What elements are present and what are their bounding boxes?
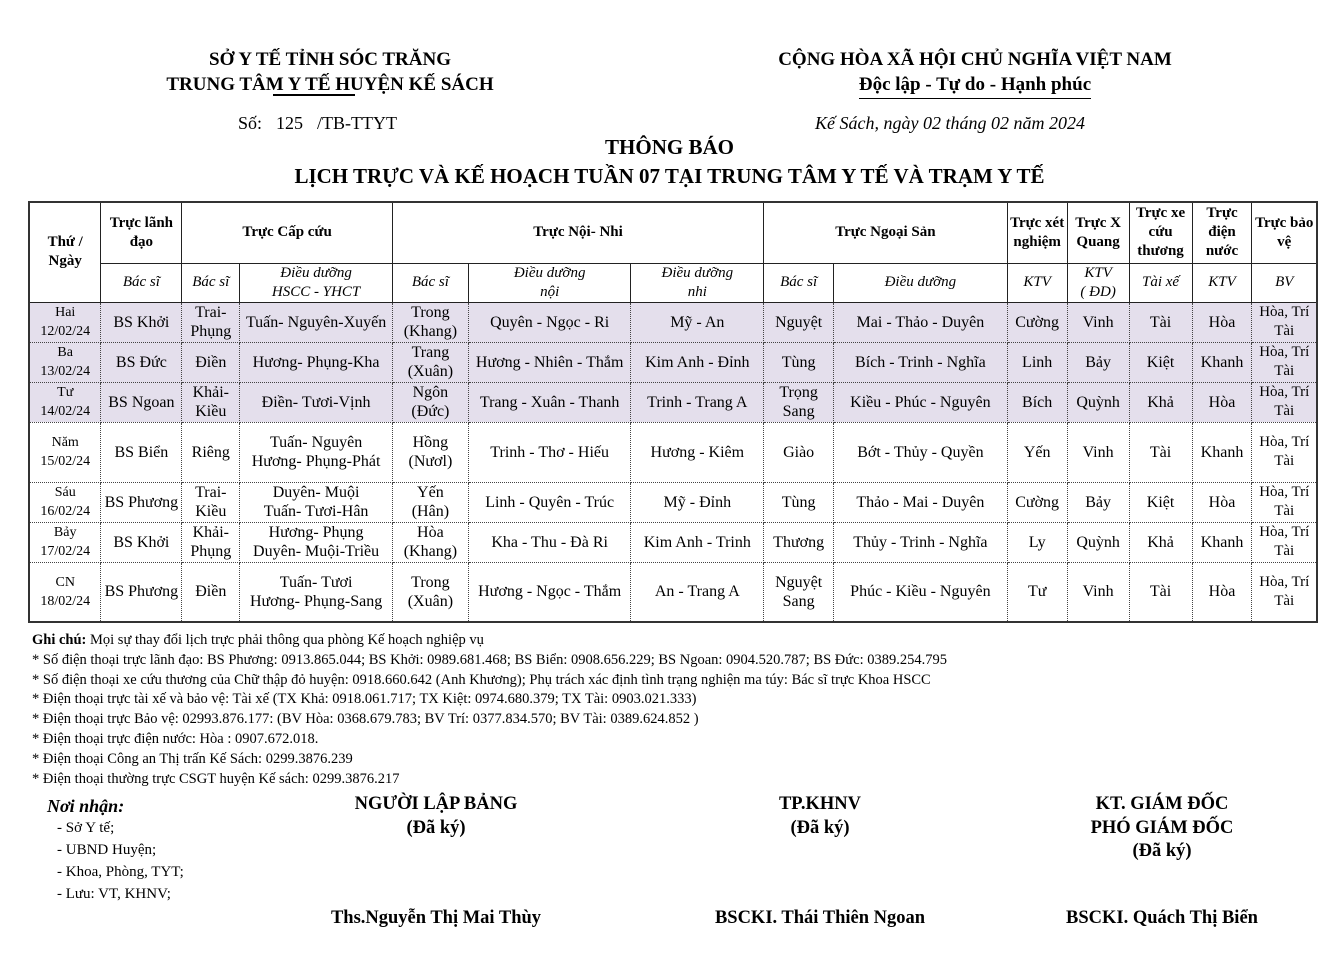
cell-surgery-doctor: Trọng Sang: [764, 382, 834, 422]
signature-title: KT. GIÁM ĐỐC: [1095, 794, 1229, 814]
cell-driver: Tài: [1129, 562, 1192, 622]
schedule-row: [29, 382, 1317, 422]
cell-xray: Quỳnh: [1067, 382, 1129, 422]
signature-name: BSCKI. Quách Thị Biển: [1066, 908, 1258, 928]
cell-electric-water: Hòa: [1192, 302, 1252, 342]
cell-lab: Tư: [1007, 562, 1067, 622]
cell-internal-nurses: Linh - Quyên - Trúc: [468, 482, 631, 522]
cell-emergency-doctor: Trai- Phụng: [182, 302, 240, 342]
agency-parent: SỞ Y TẾ TỈNH SÓC TRĂNG: [209, 49, 451, 70]
cell-driver: Kiệt: [1129, 482, 1192, 522]
recipient-item: - Sở Y tế;: [57, 820, 115, 836]
national-header: [745, 47, 1205, 99]
cell-emergency-doctor: Khải- Kiều: [182, 382, 240, 422]
cell-emergency-nurses: Điền- Tươi-Vịnh: [240, 382, 393, 422]
national-motto: Độc lập - Tự do - Hạnh phúc: [859, 72, 1091, 99]
cell-xray: Vinh: [1067, 422, 1129, 482]
cell-electric-water: Khanh: [1192, 522, 1252, 562]
sub-surgery-doctor: Bác sĩ: [764, 263, 834, 302]
sub-driver: Tài xế: [1129, 263, 1192, 302]
schedule-row: [29, 302, 1317, 342]
cell-internal-doctor: Trong (Xuân): [392, 562, 468, 622]
cell-day: Tư 14/02/24: [29, 382, 101, 422]
sub-header-row: [29, 263, 1317, 302]
cell-internal-doctor: Hồng (Nươl): [392, 422, 468, 482]
cell-emergency-nurses: Duyên- Muội Tuấn- Tươi-Hân: [240, 482, 393, 522]
sub-internal-nurse: Điều dưỡng nội: [468, 263, 631, 302]
schedule-row: [29, 342, 1317, 382]
cell-leader: BS Phương: [101, 482, 182, 522]
cell-surgery-doctor: Tùng: [764, 482, 834, 522]
signature-status: (Đã ký): [790, 817, 850, 838]
cell-pediatric-nurses: An - Trang A: [631, 562, 764, 622]
cell-security: Hòa, Trí Tài: [1252, 482, 1317, 522]
sub-emergency-nurse: Điều dưỡng HSCC - YHCT: [240, 263, 393, 302]
schedule-row: [29, 422, 1317, 482]
cell-emergency-nurses: Hương- Phụng-Kha: [240, 342, 393, 382]
cell-lab: Bích: [1007, 382, 1067, 422]
cell-surgery-doctor: Thương: [764, 522, 834, 562]
cell-electric-water: Hòa: [1192, 382, 1252, 422]
col-security: Trực bảo vệ: [1252, 202, 1317, 263]
cell-security: Hòa, Trí Tài: [1252, 302, 1317, 342]
col-xray: Trực X Quang: [1067, 202, 1129, 263]
cell-pediatric-nurses: Kim Anh - Trinh: [631, 522, 764, 562]
note-line: * Điện thoại trực Bảo vệ: 02993.876.177: (BV Hòa: 0368.679.783; BV Trí: 0377.834.570; BV Tài: 0389.624.852 ): [32, 711, 699, 728]
signature-preparer: [316, 793, 556, 933]
col-surgery-obstetric: Trực Ngoại Sản: [764, 202, 1008, 263]
cell-electric-water: Khanh: [1192, 422, 1252, 482]
cell-electric-water: Hòa: [1192, 482, 1252, 522]
document-title: THÔNG BÁO: [605, 135, 734, 159]
schedule-row: [29, 482, 1317, 522]
sub-pediatric-nurse: Điều dưỡng nhi: [631, 263, 764, 302]
agency-name: TRUNG TÂM Y TẾ HUYỆN KẾ SÁCH: [166, 74, 494, 95]
cell-surgery-nurses: Thảo - Mai - Duyên: [834, 482, 1008, 522]
sub-xray-tech: KTV ( ĐD): [1067, 263, 1129, 302]
cell-surgery-doctor: Giào: [764, 422, 834, 482]
cell-leader: BS Khởi: [101, 302, 182, 342]
cell-emergency-nurses: Hương- Phụng Duyên- Muội-Triều: [240, 522, 393, 562]
signature-title: NGƯỜI LẬP BẢNG: [354, 794, 518, 814]
cell-electric-water: Khanh: [1192, 342, 1252, 382]
cell-internal-nurses: Kha - Thu - Đà Ri: [468, 522, 631, 562]
sub-leader-doctor: Bác sĩ: [101, 263, 182, 302]
sub-emergency-doctor: Bác sĩ: [182, 263, 240, 302]
signature-name: Ths.Nguyễn Thị Mai Thùy: [330, 908, 542, 928]
cell-leader: BS Khởi: [101, 522, 182, 562]
cell-emergency-doctor: Riêng: [182, 422, 240, 482]
note-line: * Điện thoại thường trực CSGT huyện Kế sách: 0299.3876.217: [32, 770, 400, 787]
recipient-item: - Khoa, Phòng, TYT;: [57, 864, 184, 880]
note-line: * Số điện thoại trực lãnh đạo: BS Phương: 0913.865.044; BS Khởi: 0989.681.468; BS Biển: 0908.656.229; BS Ngoan: 0904.520.787; BS Đức: 0389.254.795: [32, 651, 947, 668]
col-lab: Trực xét nghiệm: [1007, 202, 1067, 263]
cell-leader: BS Đức: [101, 342, 182, 382]
cell-security: Hòa, Trí Tài: [1252, 422, 1317, 482]
sub-ew-tech: KTV: [1192, 263, 1252, 302]
cell-internal-nurses: Quyên - Ngọc - Ri: [468, 302, 631, 342]
cell-lab: Linh: [1007, 342, 1067, 382]
cell-emergency-doctor: Khải- Phụng: [182, 522, 240, 562]
cell-surgery-nurses: Mai - Thảo - Duyên: [834, 302, 1008, 342]
recipient-item: - Lưu: VT, KHNV;: [57, 886, 171, 902]
cell-day: Bảy 17/02/24: [29, 522, 101, 562]
cell-day: Hai 12/02/24: [29, 302, 101, 342]
group-header-row: [29, 202, 1317, 263]
cell-security: Hòa, Trí Tài: [1252, 522, 1317, 562]
cell-leader: BS Phương: [101, 562, 182, 622]
signature-title-2: PHÓ GIÁM ĐỐC: [1090, 817, 1234, 838]
schedule-row: [29, 562, 1317, 622]
cell-xray: Quỳnh: [1067, 522, 1129, 562]
recipient-item: - UBND Huyện;: [57, 842, 157, 858]
sub-lab-tech: KTV: [1007, 263, 1067, 302]
sub-internal-doctor: Bác sĩ: [392, 263, 468, 302]
cell-lab: Yến: [1007, 422, 1067, 482]
cell-internal-doctor: Trang (Xuân): [392, 342, 468, 382]
recipients-label: Nơi nhận:: [47, 796, 125, 816]
cell-pediatric-nurses: Mỹ - An: [631, 302, 764, 342]
document-date: Kế Sách, ngày 02 tháng 02 năm 2024: [815, 113, 1085, 133]
cell-lab: Cường: [1007, 482, 1067, 522]
cell-leader: BS Biển: [101, 422, 182, 482]
note-line: * Số điện thoại xe cứu thương của Chữ thập đỏ huyện: 0918.660.642 (Anh Khương); Phụ trách xác định tình trạng nghiện ma túy: Bác sĩ trực Khoa HSCC: [32, 671, 931, 688]
cell-surgery-doctor: Nguyệt: [764, 302, 834, 342]
cell-emergency-doctor: Điền: [182, 342, 240, 382]
cell-surgery-doctor: Tùng: [764, 342, 834, 382]
cell-surgery-nurses: Phúc - Kiều - Nguyên: [834, 562, 1008, 622]
signature-name: BSCKI. Thái Thiên Ngoan: [714, 908, 926, 928]
cell-day: Sáu 16/02/24: [29, 482, 101, 522]
cell-xray: Bảy: [1067, 482, 1129, 522]
cell-security: Hòa, Trí Tài: [1252, 342, 1317, 382]
cell-internal-nurses: Trang - Xuân - Thanh: [468, 382, 631, 422]
note-main: Ghi chú: Mọi sự thay đổi lịch trực phải thông qua phòng Kế hoạch nghiệp vụ: [32, 632, 484, 648]
cell-driver: Khả: [1129, 522, 1192, 562]
signature-director: [1042, 793, 1282, 933]
col-ambulance: Trực xe cứu thương: [1129, 202, 1192, 263]
note-line: * Điện thoại trực điện nước: Hòa : 0907.672.018.: [32, 730, 319, 747]
document-subtitle: LỊCH TRỰC VÀ KẾ HOẠCH TUẦN 07 TẠI TRUNG TÂM Y TẾ VÀ TRẠM Y TẾ: [294, 164, 1045, 188]
cell-emergency-doctor: Trai- Kiều: [182, 482, 240, 522]
cell-driver: Kiệt: [1129, 342, 1192, 382]
signature-title: TP.KHNV: [778, 794, 862, 814]
col-electric-water: Trực điện nước: [1192, 202, 1252, 263]
col-internal-pediatric: Trực Nội- Nhi: [392, 202, 763, 263]
signature-khnv: [700, 793, 940, 933]
cell-surgery-nurses: Thủy - Trinh - Nghĩa: [834, 522, 1008, 562]
cell-day: CN 18/02/24: [29, 562, 101, 622]
cell-day: Ba 13/02/24: [29, 342, 101, 382]
cell-surgery-nurses: Bích - Trinh - Nghĩa: [834, 342, 1008, 382]
cell-pediatric-nurses: Trinh - Trang A: [631, 382, 764, 422]
issuing-agency: [130, 47, 530, 96]
cell-xray: Vinh: [1067, 562, 1129, 622]
cell-internal-doctor: Yến (Hân): [392, 482, 468, 522]
cell-lab: Cường: [1007, 302, 1067, 342]
cell-lab: Ly: [1007, 522, 1067, 562]
cell-internal-nurses: Trinh - Thơ - Hiếu: [468, 422, 631, 482]
cell-security: Hòa, Trí Tài: [1252, 382, 1317, 422]
cell-internal-nurses: Hương - Ngọc - Thắm: [468, 562, 631, 622]
cell-xray: Vinh: [1067, 302, 1129, 342]
cell-surgery-nurses: Kiều - Phúc - Nguyên: [834, 382, 1008, 422]
cell-electric-water: Hòa: [1192, 562, 1252, 622]
signature-status: (Đã ký): [1132, 841, 1192, 861]
col-emergency: Trực Cấp cứu: [182, 202, 393, 263]
cell-emergency-nurses: Tuấn- Nguyên Hương- Phụng-Phát: [240, 422, 393, 482]
cell-emergency-nurses: Tuấn- Tươi Hương- Phụng-Sang: [240, 562, 393, 622]
cell-emergency-doctor: Điền: [182, 562, 240, 622]
cell-driver: Khả: [1129, 382, 1192, 422]
cell-surgery-doctor: Nguyệt Sang: [764, 562, 834, 622]
note-line: * Điện thoại trực tài xế và bảo vệ: Tài xế (TX Khả: 0918.061.717; TX Kiệt: 0974.680.379; TX Tài: 0903.021.333): [32, 691, 697, 708]
cell-surgery-nurses: Bớt - Thủy - Quyền: [834, 422, 1008, 482]
note-line: * Điện thoại Công an Thị trấn Kế Sách: 0299.3876.239: [32, 750, 353, 767]
cell-internal-doctor: Ngôn (Đức): [392, 382, 468, 422]
sub-surgery-nurse: Điều dưỡng: [834, 263, 1008, 302]
cell-internal-nurses: Hương - Nhiên - Thắm: [468, 342, 631, 382]
col-leader: Trực lãnh đạo: [101, 202, 182, 263]
sub-guard: BV: [1252, 263, 1317, 302]
signature-status: (Đã ký): [406, 817, 466, 838]
cell-pediatric-nurses: Mỹ - Đỉnh: [631, 482, 764, 522]
cell-internal-doctor: Hòa (Khang): [392, 522, 468, 562]
cell-internal-doctor: Trong (Khang): [392, 302, 468, 342]
country-name: CỘNG HÒA XÃ HỘI CHỦ NGHĨA VIỆT NAM: [778, 49, 1172, 70]
cell-day: Năm 15/02/24: [29, 422, 101, 482]
duty-schedule-table: [28, 201, 1318, 623]
cell-driver: Tài: [1129, 422, 1192, 482]
schedule-row: [29, 522, 1317, 562]
notes-section: [32, 631, 947, 789]
cell-leader: BS Ngoan: [101, 382, 182, 422]
cell-pediatric-nurses: Hương - Kiêm: [631, 422, 764, 482]
cell-emergency-nurses: Tuấn- Nguyên-Xuyến: [240, 302, 393, 342]
cell-driver: Tài: [1129, 302, 1192, 342]
cell-security: Hòa, Trí Tài: [1252, 562, 1317, 622]
cell-pediatric-nurses: Kim Anh - Đỉnh: [631, 342, 764, 382]
cell-xray: Bảy: [1067, 342, 1129, 382]
col-day: Thứ / Ngày: [29, 202, 101, 302]
document-number: Số: 125 /TB-TTYT: [238, 113, 397, 133]
recipients: [47, 795, 184, 905]
